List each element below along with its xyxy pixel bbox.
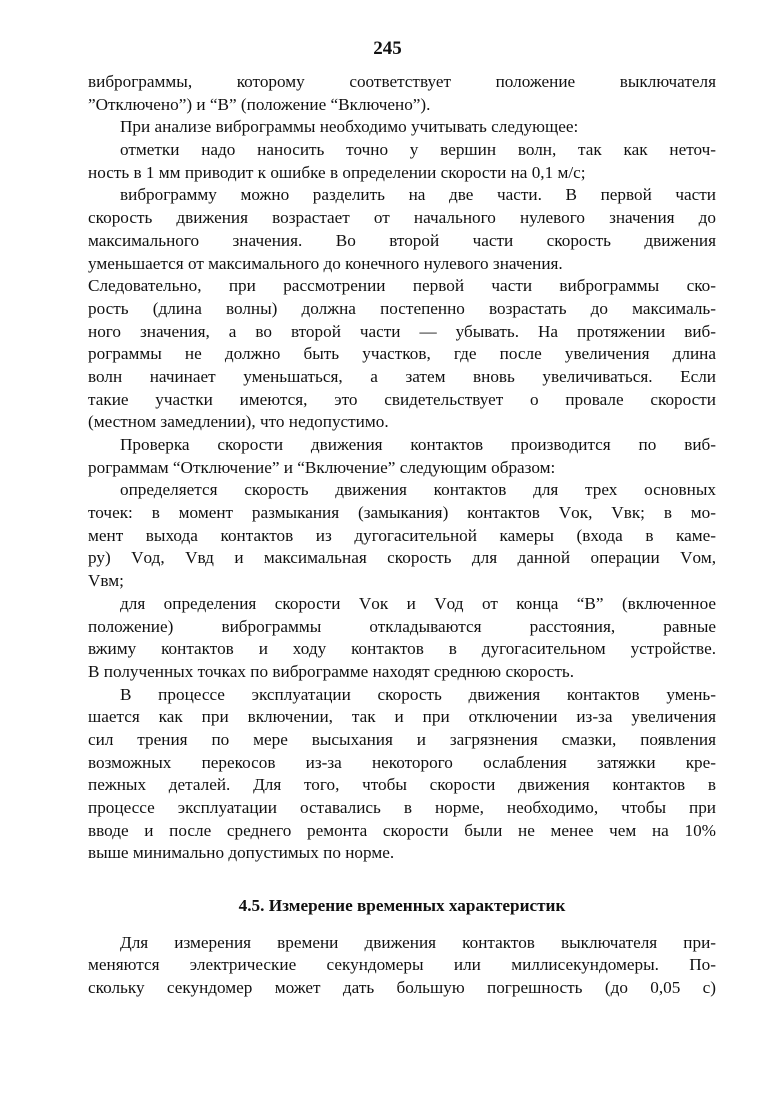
text-line: скольку секундомер может дать большую погрешность (до 0,05 с) [88, 978, 716, 998]
text-line: уменьшается от максимального до конечного нулевого значения. [88, 253, 563, 273]
text-line: При анализе виброграммы необходимо учитывать следующее: [120, 117, 579, 137]
text-line: меняются электрические секундомеры или миллисекундомеры. По- [88, 955, 716, 975]
text-line: пежных деталей. Для того, чтобы скорости движения контактов в [88, 775, 716, 795]
text-line: рограммы не должно быть участков, где после увеличения длина [88, 344, 716, 364]
text-line: шается как при включении, так и при отключении из-за увеличения [88, 707, 716, 727]
text-line: ”Отключено”) и “В” (положение “Включено”). [88, 94, 431, 114]
text-line: ного значения, а во второй части — убывать. На протяжении виб- [88, 321, 716, 341]
page-number: 245 [373, 38, 402, 59]
text-line: процессе эксплуатации оставались в норме, необходимо, чтобы при [88, 798, 716, 817]
text-line: такие участки имеются, это свидетельствует о провале скорости [88, 389, 716, 409]
text-line: определяется скорость движения контактов для трех основных [120, 480, 716, 500]
text-line: виброграммы, которому соответствует положение выключателя [88, 72, 716, 91]
text-line: точек: в момент размыкания (замыкания) контактов Vок, Vвк; в мо- [88, 503, 716, 523]
text-line: Следовательно, при рассмотрении первой части виброграммы ско- [88, 276, 716, 296]
text-line: рограммам “Отключение” и “Включение” следующим образом: [88, 457, 556, 477]
text-line: выше минимально допустимых по норме. [88, 843, 395, 863]
text-line: Для измерения времени движения контактов выключателя при- [120, 932, 716, 952]
text-line: отметки надо наносить точно у вершин волн, так как неточ- [120, 140, 716, 160]
text-line: виброграмму можно разделить на две части. В первой части [120, 185, 716, 205]
text-line: положение) виброграммы откладываются расстояния, равные [88, 616, 716, 636]
text-line: В процессе эксплуатации скорость движения контактов умень- [120, 684, 716, 704]
text-line: вводе и после среднего ремонта скорости были не менее чем на 10% [88, 820, 716, 840]
text-line: максимального значения. Во второй части скорость движения [88, 230, 716, 250]
body-text [88, 71, 716, 1000]
section-heading: 4.5. Измерение временных характеристик [238, 896, 566, 916]
body-text-bottom [88, 932, 716, 1000]
text-line: для определения скорости Vок и Vод от конца “В” (включенное [120, 593, 716, 613]
text-line: рость (длина волны) должна постепенно возрастать до максималь- [88, 298, 716, 318]
text-line: мент выхода контактов из дугогасительной камеры (входа в каме- [88, 525, 716, 545]
text-line: В полученных точках по виброграмме находят среднюю скорость. [88, 661, 575, 681]
body-text-top [88, 71, 716, 865]
text-line: скорость движения возрастает от начального нулевого значения до [88, 208, 716, 228]
text-line: волн начинает уменьшаться, а затем вновь увеличиваться. Если [88, 366, 716, 386]
text-line: Vвм; [88, 571, 124, 591]
text-line: возможных перекосов из-за некоторого ослабления затяжки кре- [88, 752, 716, 772]
text-line: ру) Vод, Vвд и максимальная скорость для данной операции Vом, [88, 548, 716, 568]
text-line: вжиму контактов и ходу контактов в дугогасительном устройстве. [88, 639, 716, 659]
text-line: Проверка скорости движения контактов производится по виб- [120, 435, 716, 454]
text-line: (местном замедлении), что недопустимо. [88, 412, 389, 432]
text-line: сил трения по мере высыхания и загрязнения смазки, появления [88, 729, 716, 749]
text-line: ность в 1 мм приводит к ошибке в определении скорости на 0,1 м/с; [88, 162, 586, 182]
